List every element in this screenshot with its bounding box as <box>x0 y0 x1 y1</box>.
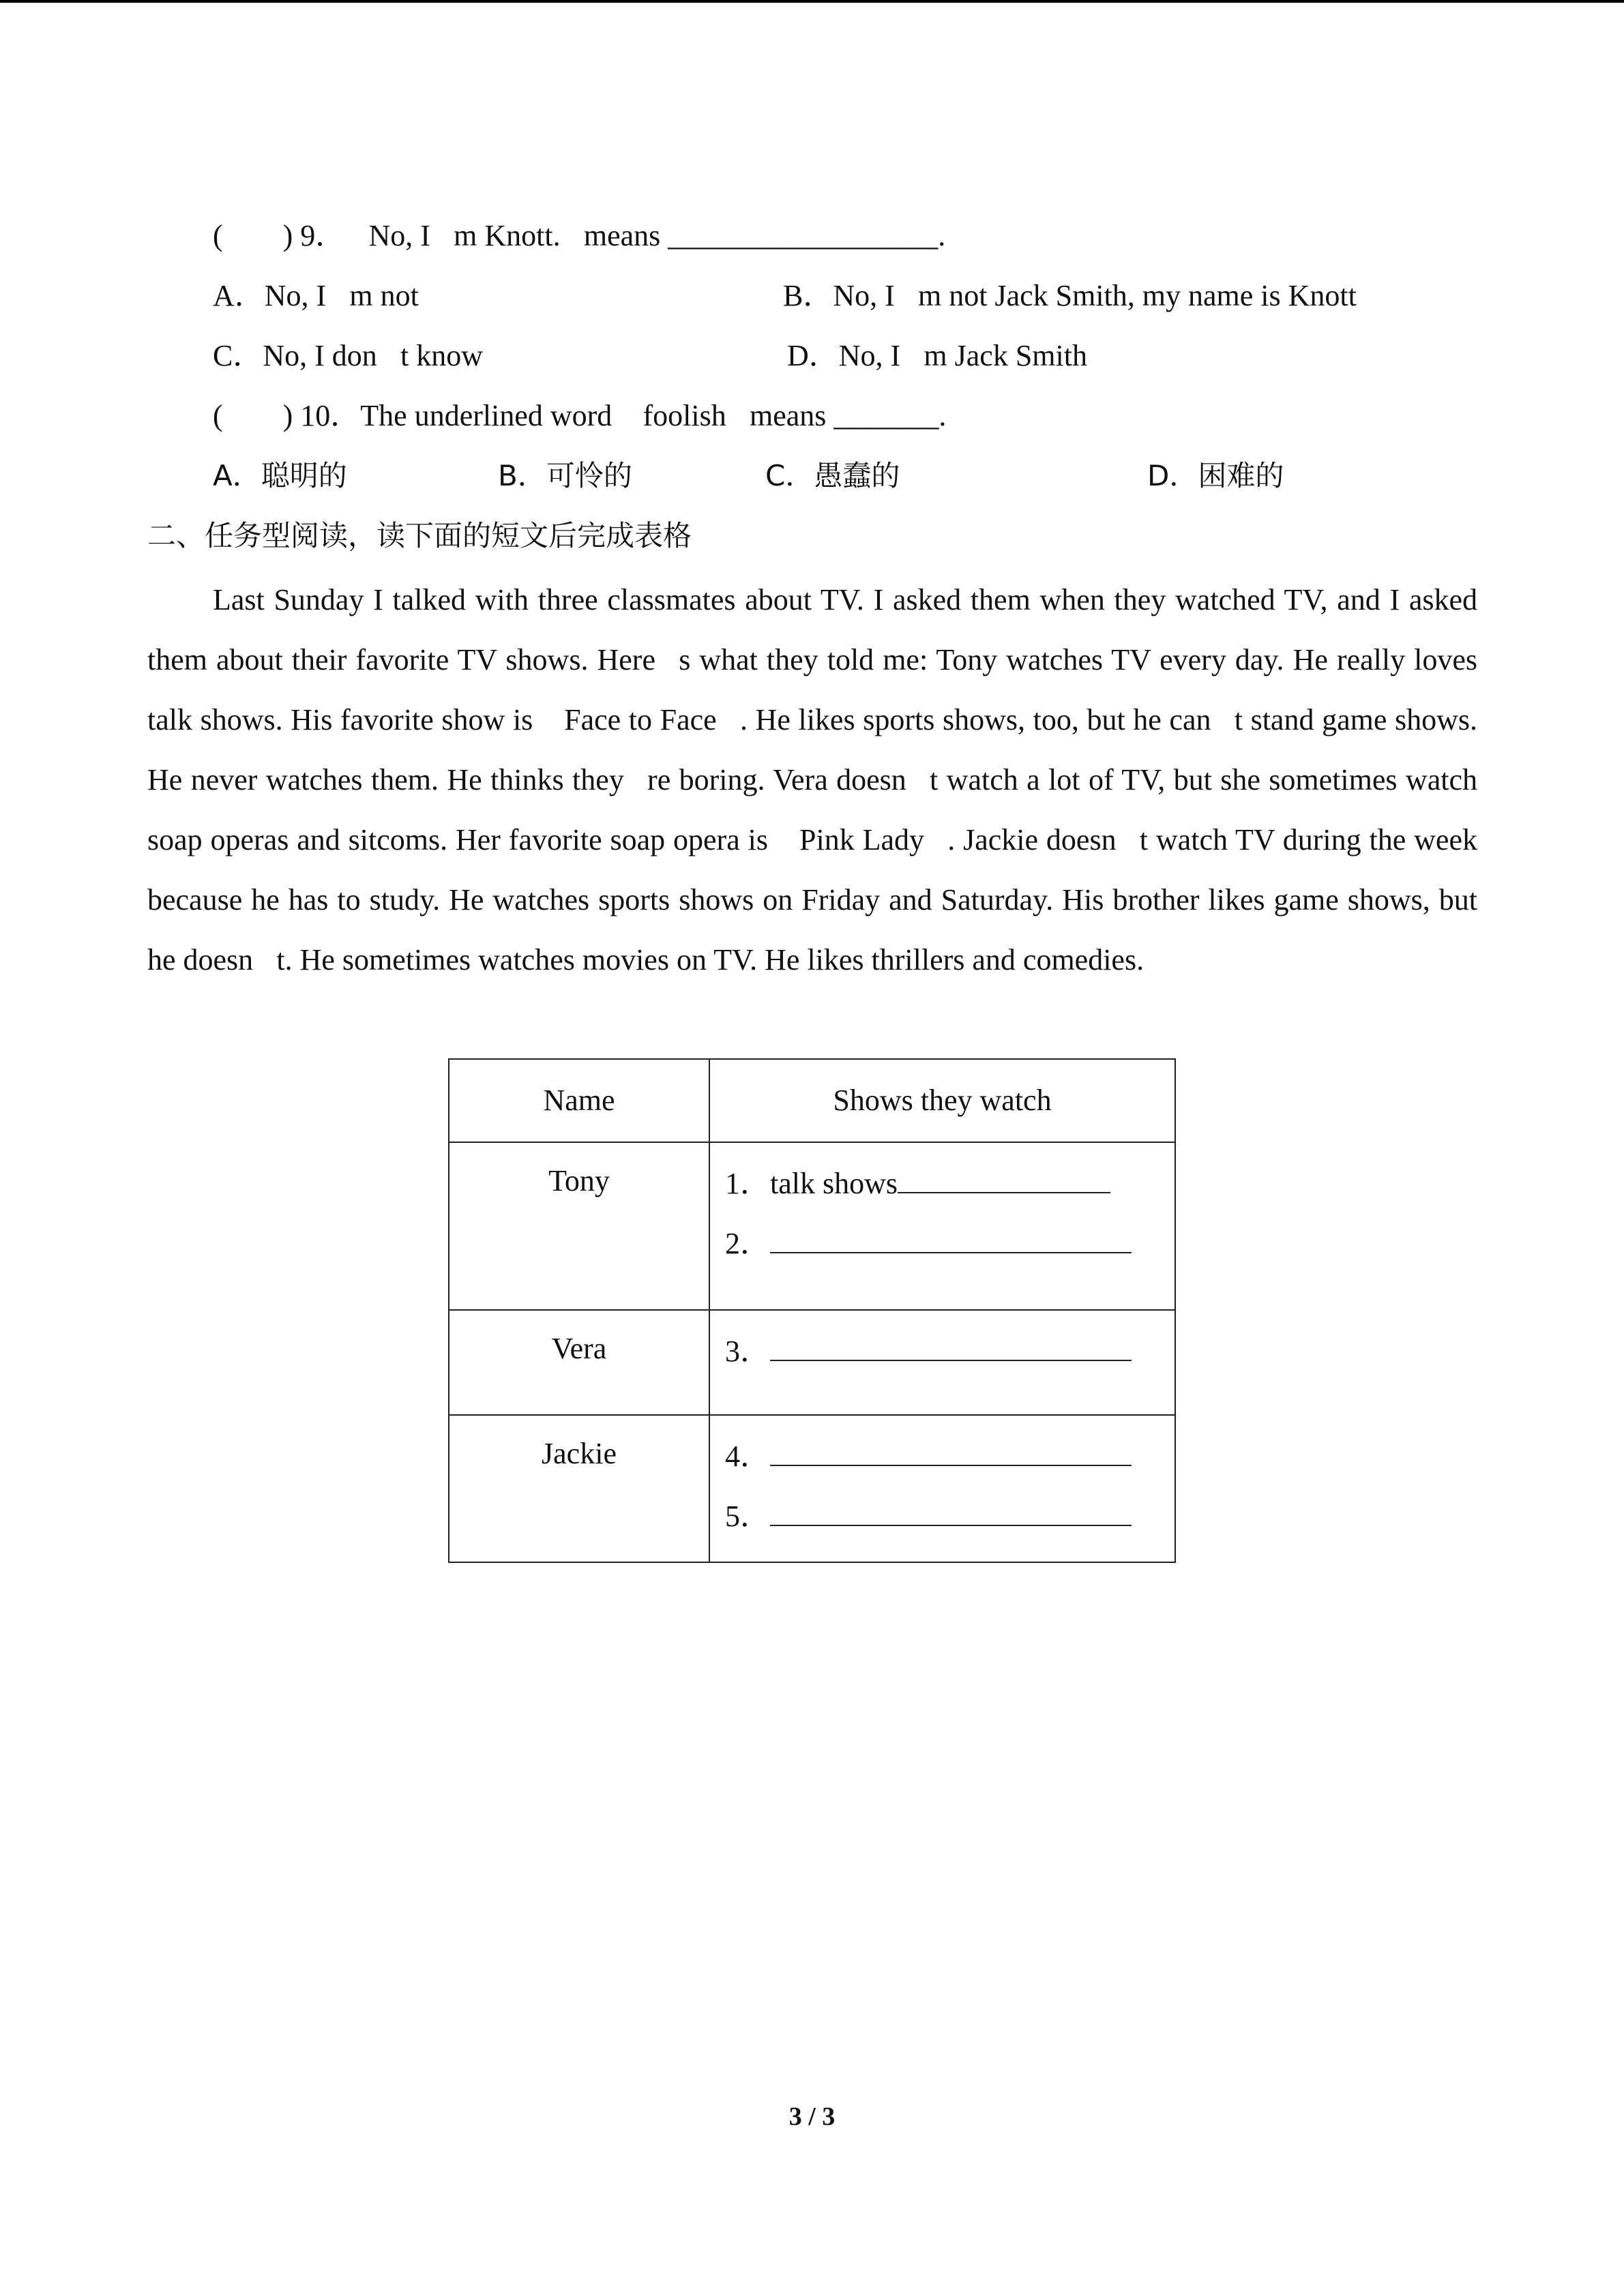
table-row <box>449 1415 1175 1562</box>
row-items <box>709 1310 1175 1415</box>
q9-option-c: C．No, I don t know <box>213 339 483 372</box>
q10-option-d: D．困难的 <box>1147 459 1284 492</box>
item-number: 4． <box>725 1440 770 1473</box>
section2-heading: 二、任务型阅读，读下面的短文后完成表格 <box>147 519 692 552</box>
item-number: 2． <box>725 1227 770 1260</box>
table-header-row <box>449 1059 1175 1142</box>
answer-blank[interactable] <box>770 1330 1132 1361</box>
q10-stem: ( ) 10．The underlined word  foolish means _______. <box>213 399 947 432</box>
page-number: 3 / 3 <box>788 2102 836 2131</box>
answer-item-4 <box>710 1416 1175 1476</box>
q9-option-d: D．No, I m Jack Smith <box>787 339 1087 372</box>
table-row <box>449 1142 1175 1310</box>
q10-option-a: A．聪明的 <box>213 459 347 492</box>
item-number: 1． <box>725 1167 770 1200</box>
answer-blank[interactable] <box>898 1162 1110 1193</box>
table-row <box>449 1310 1175 1415</box>
answer-table <box>448 1058 1176 1563</box>
item-number: 3． <box>725 1335 770 1368</box>
header-name: Name <box>449 1059 709 1142</box>
answer-item-3 <box>710 1311 1175 1371</box>
row-items <box>709 1142 1175 1310</box>
answer-item-5 <box>710 1476 1175 1536</box>
answer-blank[interactable] <box>770 1495 1132 1526</box>
page-top-border <box>0 0 1624 3</box>
item-number: 5． <box>725 1500 770 1533</box>
q9-stem: ( ) 9． No, I m Knott. means __________________. <box>213 219 946 252</box>
answer-item-2 <box>710 1203 1175 1263</box>
row-name-jackie: Jackie <box>449 1415 709 1562</box>
q10-option-b: B．可怜的 <box>498 459 632 492</box>
answer-item-1 <box>710 1143 1175 1203</box>
row-items <box>709 1415 1175 1562</box>
reading-passage: Last Sunday I talked with three classmates about TV. I asked them when they watched TV, and I asked them about their favorite TV shows. Here s what they told me: Tony watches TV every day. He really loves talk shows. His favorite show is  Face to Face . He likes sports shows, too, but he can t stand game shows. He never watches them. He thinks they re boring. Vera doesn t watch a lot of TV, but she sometimes watch soap operas and sitcoms. Her favorite soap opera is  Pink Lady . Jackie doesn t watch TV during the week because he has to study. He watches sports shows on Friday and Saturday. His brother likes game shows, but he doesn t. He sometimes watches movies on TV. He likes thrillers and comedies. <box>147 583 1477 976</box>
answer-blank[interactable] <box>770 1222 1132 1253</box>
row-name-tony: Tony <box>449 1142 709 1310</box>
item-text: talk shows <box>770 1167 898 1200</box>
q9-option-a: A．No, I m not <box>213 279 419 312</box>
row-name-vera: Vera <box>449 1310 709 1415</box>
q9-option-b: B．No, I m not Jack Smith, my name is Knott <box>783 279 1357 312</box>
header-shows: Shows they watch <box>709 1059 1175 1142</box>
answer-blank[interactable] <box>770 1435 1132 1466</box>
q10-option-c: C．愚蠢的 <box>765 459 900 492</box>
